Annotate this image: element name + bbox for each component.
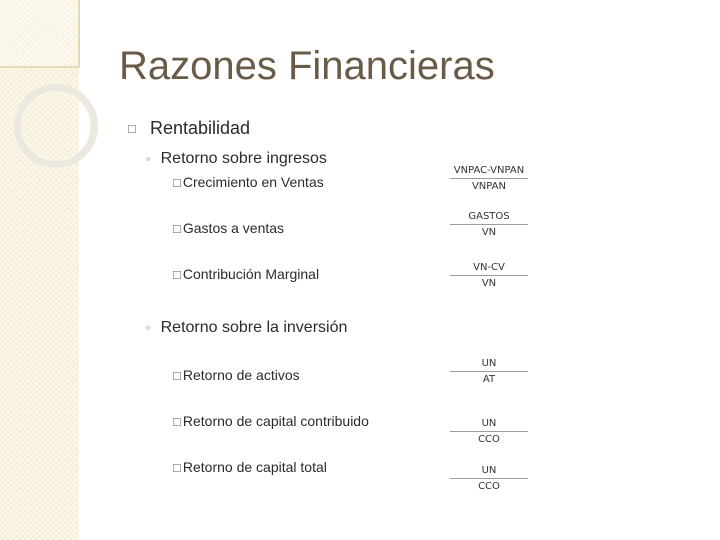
decorative-ring [14,84,98,168]
item-label: Retorno de capital total [182,459,327,475]
formula-numerator: GASTOS [468,211,510,222]
bullet-marker-icon: ☐ [127,124,137,136]
formula-crecimiento-ventas [450,165,528,192]
decorative-square [0,0,80,68]
formula-numerator: VNPAC-VNPAN [453,165,525,176]
formula-capital-contribuido [450,418,528,445]
formula-numerator: UN [481,465,497,476]
item-label: Contribución Marginal [182,266,320,282]
item-label: Retorno de activos [182,367,300,383]
list-item-contribucion-marginal [172,266,319,282]
formula-denominator: CCO [478,434,500,445]
item-label: Crecimiento en Ventas [182,174,324,190]
decorative-sidebar [0,0,79,540]
section-label: Retorno sobre ingresos [160,150,327,167]
formula-denominator: VNPAN [471,181,507,192]
section-label: Retorno sobre la inversión [160,319,348,336]
formula-denominator: CCO [478,481,500,492]
section-marker-icon: ◦ [146,151,151,166]
checkbox-icon: ☐ [172,178,182,190]
section-marker-icon: ◦ [146,320,151,335]
slide-title: Razones Financieras [119,44,495,88]
checkbox-icon: ☐ [172,463,182,475]
item-label: Gastos a ventas [182,220,285,236]
checkbox-icon: ☐ [172,371,182,383]
list-item-capital-total [172,459,327,475]
formula-contribucion-marginal [450,262,528,289]
formula-denominator: VN [481,278,497,289]
checkbox-icon: ☐ [172,417,182,429]
formula-gastos-ventas [450,211,528,238]
list-item-capital-contribuido [172,413,369,429]
list-item-retorno-activos [172,367,300,383]
formula-retorno-activos [450,358,528,385]
formula-capital-total [450,465,528,492]
list-item-gastos-ventas [172,220,284,236]
item-label: Retorno de capital contribuido [182,413,369,429]
section-retorno-ingresos [146,150,327,168]
formula-numerator: VN-CV [473,262,505,273]
checkbox-icon: ☐ [172,224,182,236]
formula-numerator: UN [481,418,497,429]
list-item-crecimiento-ventas [172,174,324,190]
bullet-label: Rentabilidad [150,118,251,138]
formula-denominator: AT [482,374,496,385]
formula-numerator: UN [481,358,497,369]
formula-denominator: VN [481,227,497,238]
section-retorno-inversion [146,319,347,337]
checkbox-icon: ☐ [172,270,182,282]
